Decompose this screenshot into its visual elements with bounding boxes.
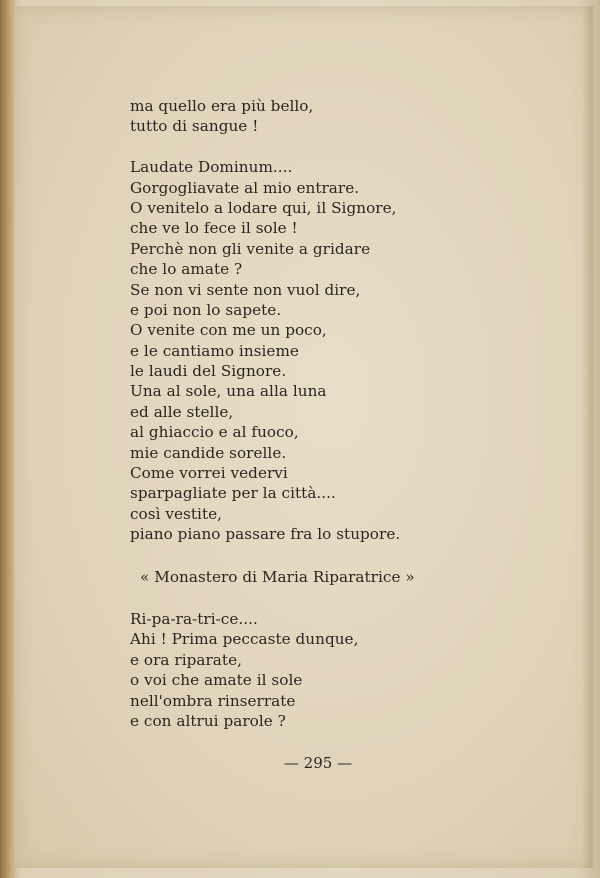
verse-line: O venitelo a lodare qui, il Signore, (130, 198, 397, 217)
verse-line: Ahi ! Prima peccaste dunque, (130, 630, 359, 649)
verse-line: nell'ombra rinserrate (130, 691, 296, 710)
stanza-gap (130, 137, 570, 157)
page-edge (582, 6, 592, 868)
verse-line: O venite con me un poco, (130, 321, 327, 340)
section-title: « Monastero di Maria Riparatrice » (140, 567, 415, 586)
page-number: — 295 — (283, 754, 353, 772)
stanza-2 (130, 157, 570, 544)
verse-line: così vestite, (130, 504, 223, 523)
stanza-gap (130, 545, 570, 567)
verse-line: o voi che amate il sole (130, 671, 303, 690)
verse-line: le laudi del Signore. (130, 362, 287, 381)
book-page (14, 6, 594, 868)
verse-line: ma quello era più bello, (130, 97, 314, 115)
verse-line: Se non vi sente non vuol dire, (130, 280, 361, 299)
verse-line: che ve lo fece il sole ! (130, 219, 298, 238)
verse-line: che lo amate ? (130, 260, 243, 279)
verse-line: Laudate Dominum.... (130, 158, 293, 177)
stanza-3 (130, 609, 570, 731)
verse-line: Perchè non gli venite a gridare (130, 239, 371, 258)
stanza-gap (130, 587, 570, 609)
verse-line: tutto di sangue ! (130, 117, 259, 136)
verse-line: Come vorrei vedervi (130, 464, 288, 483)
verse-line: e le cantiamo insieme (130, 341, 299, 360)
verse-line: piano piano passare fra lo stupore. (130, 525, 401, 544)
verse-line: Una al sole, una alla luna (130, 382, 327, 401)
verse-line: e con altrui parole ? (130, 711, 286, 730)
verse-line: e poi non lo sapete. (130, 300, 282, 319)
verse-line: mie candide sorelle. (130, 443, 287, 462)
verse-line: ed alle stelle, (130, 402, 234, 421)
verse-line: Gorgogliavate al mio entrare. (130, 178, 360, 197)
verse-line: Ri-pa-ra-tri-ce.... (130, 609, 258, 628)
stanza-1 (130, 96, 570, 137)
poem-text (130, 96, 570, 731)
verse-line: al ghiaccio e al fuoco, (130, 423, 299, 442)
verse-line: sparpagliate per la città.... (130, 484, 336, 503)
verse-line: e ora riparate, (130, 650, 242, 669)
